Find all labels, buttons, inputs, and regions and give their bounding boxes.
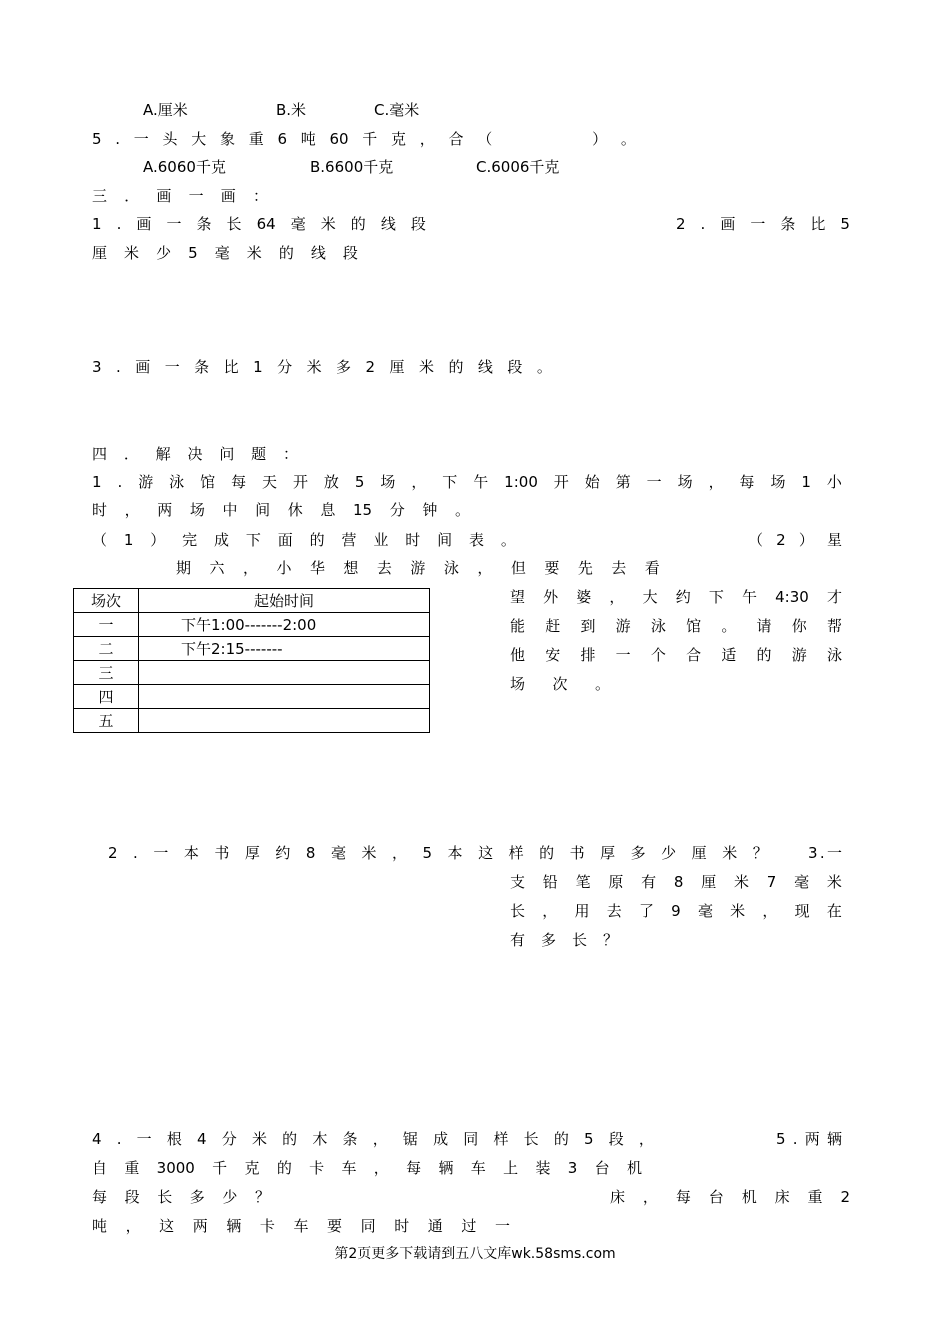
problem3-line3: 有 多 长 ？ — [510, 931, 618, 949]
problem1-line1: 1 . 游 泳 馆 每 天 开 放 5 场 ， 下 午 1:00 开 始 第 一 场 ， 每 场 1 小 — [92, 473, 842, 491]
table-row — [74, 613, 430, 637]
problem3-head: 3 . 一 — [808, 844, 842, 862]
problem4-line2: 每 段 长 多 少 ？ — [92, 1188, 270, 1206]
draw-task-3: 3 . 画 一 条 比 1 分 米 多 2 厘 米 的 线 段 。 — [92, 358, 552, 376]
draw-task-1: 1 . 画 一 条 长 64 毫 米 的 线 段 — [92, 215, 426, 233]
problem1-sub2-head: （ 2 ） 星 — [748, 531, 842, 549]
problem2-line: 2 . 一 本 书 厚 约 8 毫 米 ， 5 本 这 样 的 书 厚 多 少 厘 米 ？ — [108, 844, 768, 862]
table-cell-session: 三 — [74, 661, 139, 685]
problem1-sub1: （ 1 ） 完 成 下 面 的 营 业 时 间 表 。 — [92, 531, 516, 549]
q4-option-a: A.厘米 — [143, 101, 188, 119]
q5-option-a: A.6060千克 — [143, 158, 226, 176]
table-row — [74, 709, 430, 733]
draw-task-2-head: 2 . 画 一 条 比 5 — [676, 215, 850, 233]
problem1-sub2-line4: 他 安 排 一 个 合 适 的 游 泳 — [510, 646, 842, 664]
page-footer: 第2页更多下载请到五八文库wk.58sms.com — [334, 1246, 616, 1262]
problem3-line1: 支 铅 笔 原 有 8 厘 米 7 毫 米 — [510, 873, 842, 891]
problem5-line1: 自 重 3000 千 克 的 卡 车 ， 每 辆 车 上 装 3 台 机 — [92, 1159, 642, 1177]
q4-option-b: B.米 — [276, 101, 307, 119]
section3-heading: 三 ． 画 一 画 ： — [92, 187, 268, 205]
q4-option-c: C.毫米 — [374, 101, 420, 119]
table-cell-time: 下午2:15------- — [139, 637, 430, 661]
table-cell-time — [139, 709, 430, 733]
problem3-line2: 长 ， 用 去 了 9 毫 米 ， 现 在 — [510, 902, 842, 920]
table-row — [74, 661, 430, 685]
schedule-table — [73, 588, 430, 733]
table-cell-session: 二 — [74, 637, 139, 661]
problem5-head: 5 . 两 辆 — [776, 1130, 842, 1148]
section4-heading: 四 ． 解 决 问 题 ： — [92, 445, 298, 463]
table-cell-session: 四 — [74, 685, 139, 709]
table-row — [74, 685, 430, 709]
table-cell-time — [139, 685, 430, 709]
q5-option-b: B.6600千克 — [310, 158, 394, 176]
table-row — [74, 637, 430, 661]
table-cell-session: 五 — [74, 709, 139, 733]
table-header-session: 场次 — [74, 589, 139, 613]
problem1-line2: 时 ， 两 场 中 间 休 息 15 分 钟 。 — [92, 501, 470, 519]
problem4-line1: 4 . 一 根 4 分 米 的 木 条 ， 锯 成 同 样 长 的 5 段 ， — [92, 1130, 654, 1148]
q5-question: 5 . 一 头 大 象 重 6 吨 60 千 克 ， 合 （ ） 。 — [92, 130, 636, 148]
table-header-row — [74, 589, 430, 613]
problem1-sub2-line1: 期 六 ， 小 华 想 去 游 泳 ， 但 要 先 去 看 — [176, 559, 660, 577]
problem5-line2: 床 ， 每 台 机 床 重 2 — [610, 1188, 850, 1206]
problem1-sub2-line3: 能 赶 到 游 泳 馆 。 请 你 帮 — [510, 617, 842, 635]
table-header-time: 起始时间 — [139, 589, 430, 613]
table-cell-time — [139, 661, 430, 685]
q5-option-c: C.6006千克 — [476, 158, 560, 176]
table-cell-time: 下午1:00-------2:00 — [139, 613, 430, 637]
table-cell-session: 一 — [74, 613, 139, 637]
problem1-sub2-line2: 望 外 婆 ， 大 约 下 午 4:30 才 — [510, 588, 842, 606]
problem1-sub2-line5: 场 次 。 — [510, 675, 610, 693]
problem5-line3: 吨 ， 这 两 辆 卡 车 要 同 时 通 过 一 — [92, 1217, 510, 1235]
draw-task-2-tail: 厘 米 少 5 毫 米 的 线 段 — [92, 244, 358, 262]
